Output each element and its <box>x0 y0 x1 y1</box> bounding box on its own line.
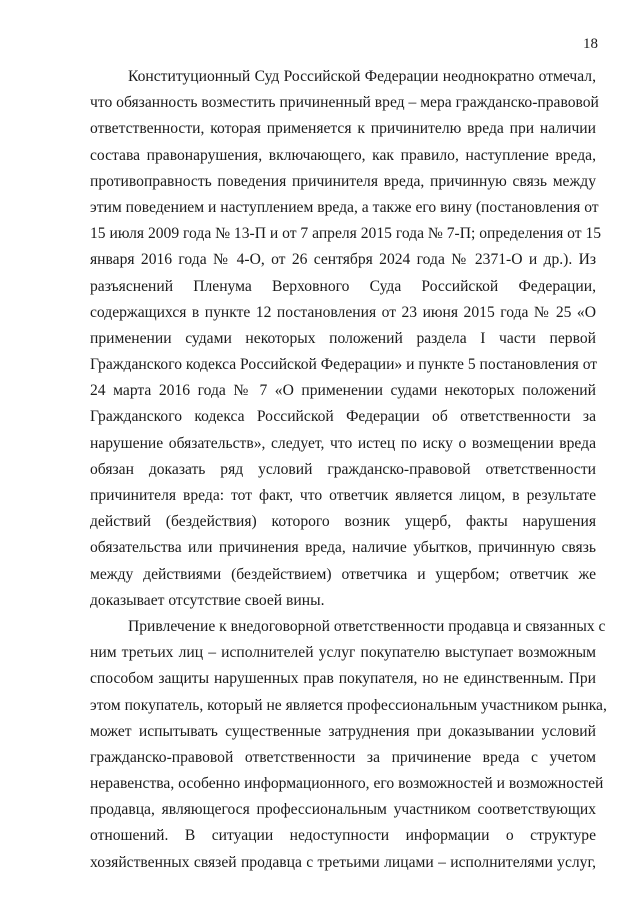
page-number: 18 <box>583 36 598 52</box>
text-line: доказывает отсутствие своей вины. <box>90 591 325 609</box>
text-line: ответственности, которая применяется к причинителю вреда при наличии <box>90 120 596 138</box>
paragraph <box>90 614 607 876</box>
text-line: способом защиты нарушенных прав покупателя, но не единственным. При <box>90 670 596 688</box>
text-line: применении судами некоторых положений раздела I части первой <box>90 329 596 347</box>
text-line: 15 июля 2009 года № 13-П и от 7 апреля 2015 года № 7-П; определения от 15 <box>90 225 602 243</box>
text-line: продавца, являющегося профессиональным участником соответствующих <box>90 801 596 819</box>
text-line: может испытывать существенные затруднения при доказывании условий <box>90 722 596 740</box>
text-line: этом покупатель, который не является профессиональным участником рынка, <box>90 696 607 714</box>
text-line: противоправность поведения причинителя вреда, причинную связь между <box>90 172 596 190</box>
text-line: января 2016 года № 4-О, от 26 сентября 2024 года № 2371-О и др.). Из <box>90 251 596 269</box>
text-line: разъяснений Пленума Верховного Суда Российской Федерации, <box>90 277 596 295</box>
text-line: Гражданского кодекса Российской Федерации об ответственности за <box>90 408 596 426</box>
text-line: Гражданского кодекса Российской Федерации» и пункте 5 постановления от <box>90 356 598 374</box>
text-line: между действиями (бездействием) ответчика и ущербом; ответчик же <box>90 565 596 583</box>
text-line: обязан доказать ряд условий гражданско-правовой ответственности <box>90 460 596 478</box>
text-line: ним третьих лиц – исполнителей услуг покупателю выступает возможным <box>90 644 596 662</box>
text-line: неравенства, особенно информационного, его возможностей и возможностей <box>90 775 604 793</box>
document-body <box>90 64 607 876</box>
text-line: содержащихся в пункте 12 постановления от 23 июня 2015 года № 25 «О <box>90 303 596 321</box>
text-line: Привлечение к внедоговорной ответственности продавца и связанных с <box>128 617 606 635</box>
text-line: гражданско-правовой ответственности за причинение вреда с учетом <box>90 748 596 766</box>
text-line: Конституционный Суд Российской Федерации неоднократно отмечал, <box>128 68 596 85</box>
text-line: нарушение обязательств», следует, что истец по иску о возмещении вреда <box>90 434 596 452</box>
text-line: обязательства или причинения вреда, наличие убытков, причинную связь <box>90 539 596 557</box>
text-line: хозяйственных связей продавца с третьими лицами – исполнителями услуг, <box>90 853 596 871</box>
text-line: этим поведением и наступлением вреда, а также его вину (постановления от <box>90 198 599 216</box>
text-line: причинителя вреда: тот факт, что ответчик является лицом, в результате <box>90 487 596 504</box>
text-line: что обязанность возместить причиненный вред – мера гражданско-правовой <box>90 94 599 112</box>
text-line: отношений. В ситуации недоступности информации о структуре <box>90 827 596 845</box>
text-line: 24 марта 2016 года № 7 «О применении судами некоторых положений <box>90 382 596 400</box>
paragraph <box>90 64 602 614</box>
text-line: состава правонарушения, включающего, как правило, наступление вреда, <box>90 146 596 164</box>
text-line: действий (бездействия) которого возник ущерб, факты нарушения <box>90 513 596 531</box>
